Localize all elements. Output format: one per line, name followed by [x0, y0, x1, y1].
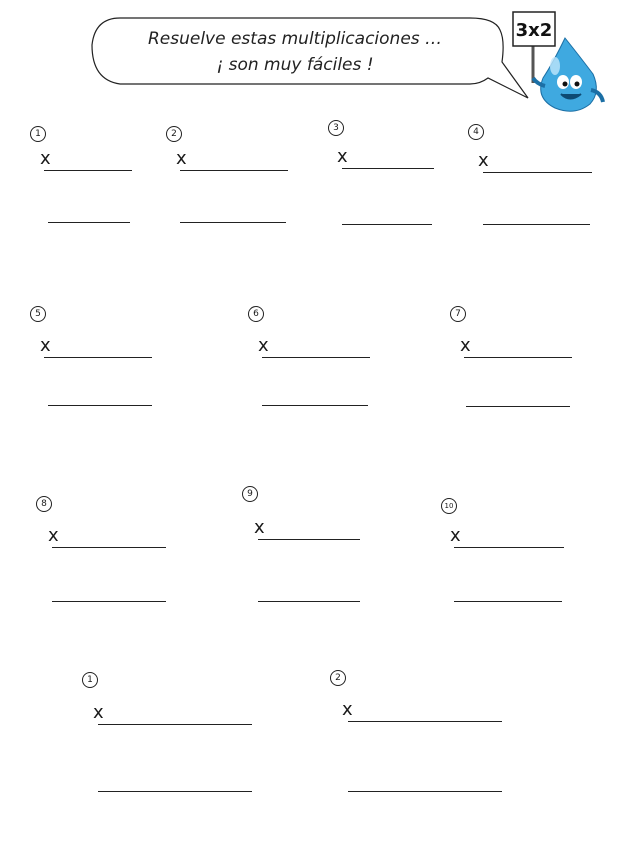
problem-number: 2: [166, 126, 182, 142]
answer-line[interactable]: [348, 791, 502, 792]
times-sign: x: [337, 146, 348, 167]
times-sign: x: [450, 525, 461, 546]
product-line: [44, 170, 132, 171]
product-line: [464, 357, 572, 358]
problem-number: 5: [30, 306, 46, 322]
answer-line[interactable]: [466, 406, 570, 407]
product-line: [180, 170, 288, 171]
times-sign: x: [40, 335, 51, 356]
answer-line[interactable]: [52, 601, 166, 602]
problem-number: 9: [242, 486, 258, 502]
product-line: [52, 547, 166, 548]
answer-line[interactable]: [48, 222, 130, 223]
times-sign: x: [258, 335, 269, 356]
sign-text: 3x2: [515, 20, 553, 41]
product-line: [98, 724, 252, 725]
instructions-line-2: ¡ son muy fáciles !: [216, 55, 374, 75]
answer-line[interactable]: [48, 405, 152, 406]
product-line: [44, 357, 152, 358]
product-line: [258, 539, 360, 540]
answer-line[interactable]: [342, 224, 432, 225]
product-line: [262, 357, 370, 358]
times-sign: x: [93, 702, 104, 723]
product-line: [483, 172, 592, 173]
answer-line[interactable]: [262, 405, 368, 406]
instructions: [105, 26, 485, 78]
problem-number: 4: [468, 124, 484, 140]
instructions-line-1: Resuelve estas multiplicaciones …: [147, 29, 443, 49]
answer-line[interactable]: [258, 601, 360, 602]
problem-number: 2: [330, 670, 346, 686]
answer-line[interactable]: [98, 791, 252, 792]
times-sign: x: [254, 517, 265, 538]
product-line: [454, 547, 564, 548]
problem-number: 6: [248, 306, 264, 322]
times-sign: x: [460, 335, 471, 356]
problem-number: 10: [441, 498, 457, 514]
times-sign: x: [176, 148, 187, 169]
problem-number: 7: [450, 306, 466, 322]
problem-number: 1: [30, 126, 46, 142]
answer-line[interactable]: [454, 601, 562, 602]
times-sign: x: [48, 525, 59, 546]
water-drop-mascot: [505, 8, 615, 118]
answer-line[interactable]: [180, 222, 286, 223]
product-line: [348, 721, 502, 722]
times-sign: x: [342, 699, 353, 720]
product-line: [342, 168, 434, 169]
times-sign: x: [40, 148, 51, 169]
problem-number: 1: [82, 672, 98, 688]
problem-number: 8: [36, 496, 52, 512]
answer-line[interactable]: [483, 224, 590, 225]
problem-number: 3: [328, 120, 344, 136]
times-sign: x: [478, 150, 489, 171]
